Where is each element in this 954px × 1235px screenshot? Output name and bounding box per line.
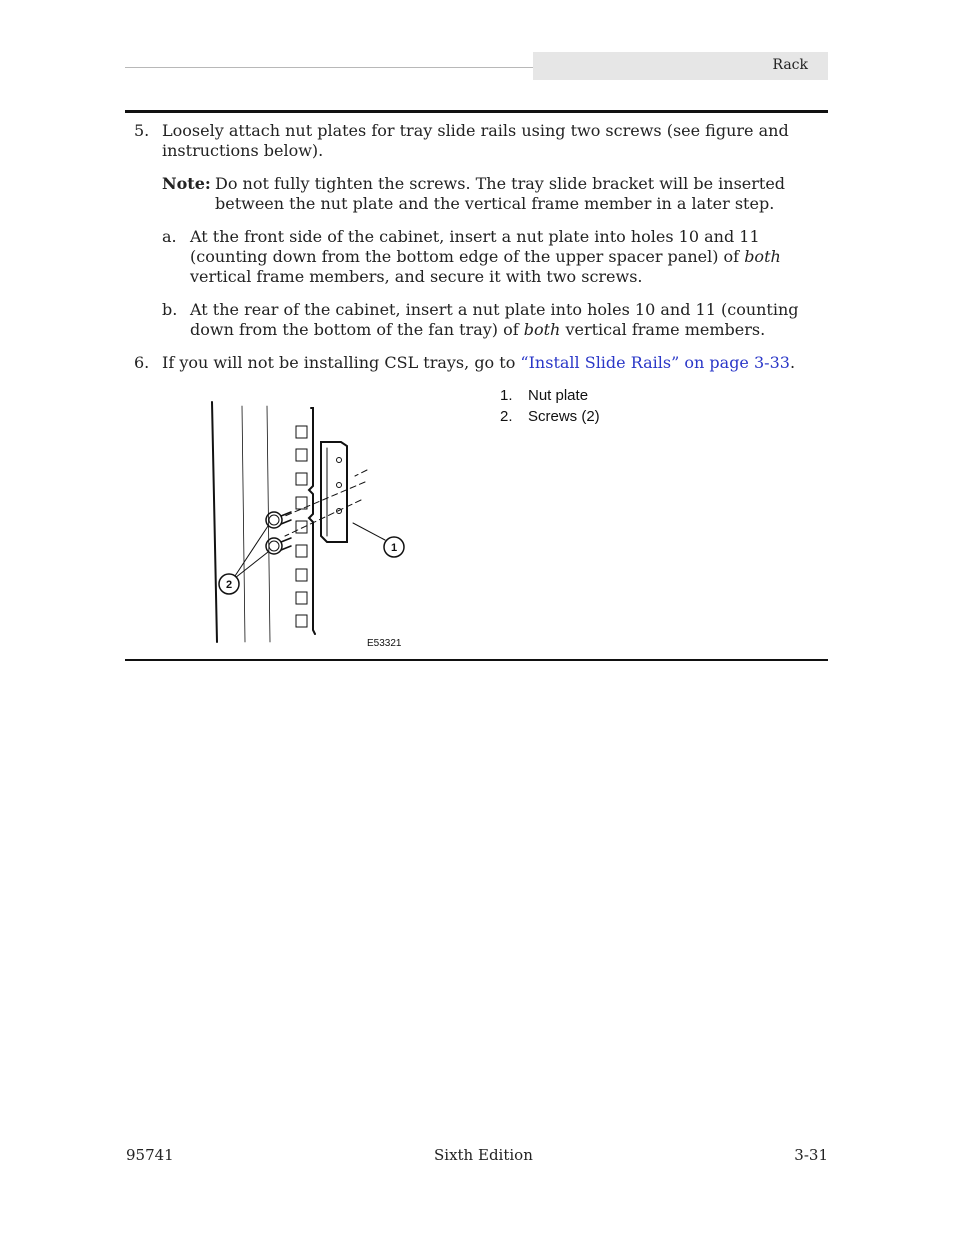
step-number: 6. bbox=[134, 353, 150, 372]
substep-a-text-start: At the front side of the cabinet, insert a nut plate into holes 10 and 11 (counting down from the bottom edge of the upper spacer panel) of bbox=[190, 227, 760, 266]
cross-reference-link[interactable]: “Install Slide Rails” on page 3-33 bbox=[520, 353, 790, 372]
doc-number: 95741 bbox=[126, 1146, 174, 1164]
legend-item bbox=[500, 406, 600, 427]
leader-line bbox=[235, 526, 268, 576]
substep-letter: b. bbox=[162, 300, 178, 319]
frame-edge bbox=[212, 402, 217, 642]
legend-number: 1. bbox=[500, 387, 513, 404]
legend-label: Screws (2) bbox=[528, 408, 600, 425]
screw bbox=[266, 512, 291, 528]
substep-b-text bbox=[190, 300, 802, 340]
nut-plate-figure bbox=[195, 398, 425, 658]
step-6-text-start: If you will not be installing CSL trays, go to bbox=[162, 353, 521, 372]
figure-id: E53321 bbox=[367, 638, 402, 649]
note-text: Do not fully tighten the screws. The tray slide bracket will be inserted between the nut plate and the vertical frame member in a later step. bbox=[215, 174, 786, 213]
vertical-rail bbox=[309, 408, 315, 634]
substep-a-text bbox=[190, 227, 802, 287]
note-label: Note: bbox=[162, 174, 211, 193]
top-rule bbox=[125, 110, 828, 113]
header-tab bbox=[533, 52, 828, 80]
legend-item bbox=[500, 385, 600, 406]
step-6-text-end: . bbox=[789, 353, 796, 372]
header-rule bbox=[125, 67, 533, 68]
nut-plate bbox=[321, 442, 347, 542]
frame-edge bbox=[242, 406, 245, 642]
substep-letter: a. bbox=[162, 227, 177, 246]
callout-label-1: 1 bbox=[390, 542, 398, 554]
step-text: Loosely attach nut plates for tray slide rails using two screws (see figure and instructions below). bbox=[162, 121, 789, 160]
leader-line bbox=[353, 523, 385, 540]
alignment-lines bbox=[285, 470, 367, 536]
edition: Sixth Edition bbox=[434, 1146, 533, 1164]
leader-line bbox=[235, 552, 268, 578]
bottom-rule bbox=[125, 659, 828, 661]
emphasis: both bbox=[744, 247, 781, 266]
page-number: 3-31 bbox=[794, 1146, 828, 1164]
callout-label-2: 2 bbox=[225, 579, 233, 591]
section-title: Rack bbox=[772, 57, 808, 73]
legend-label: Nut plate bbox=[528, 387, 589, 404]
emphasis: both bbox=[523, 320, 561, 339]
screw bbox=[266, 538, 291, 554]
step-text bbox=[162, 353, 828, 373]
figure-legend bbox=[500, 385, 600, 427]
substep-a-text-end: vertical frame members, and secure it with two screws. bbox=[190, 267, 643, 286]
step-number: 5. bbox=[134, 121, 150, 140]
legend-number: 2. bbox=[500, 408, 513, 425]
nut-plate-illustration bbox=[195, 398, 425, 654]
substep-b-text-end: vertical frame members. bbox=[560, 320, 766, 339]
substep-b-text-start: At the rear of the cabinet, insert a nut plate into holes 10 and 11 (counting down from the bottom of the fan tray) of bbox=[190, 300, 799, 339]
